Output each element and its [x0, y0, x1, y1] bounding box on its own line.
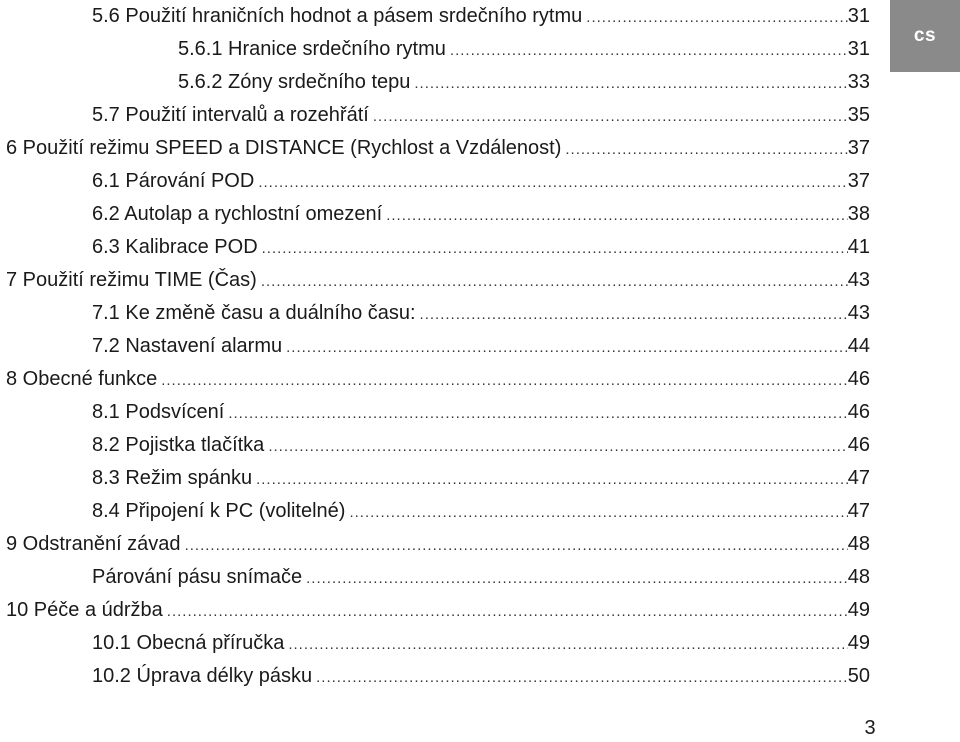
toc-entry-page: 35 — [847, 104, 870, 126]
toc-entry-page: 31 — [847, 38, 870, 60]
toc-entry-page: 46 — [847, 368, 870, 390]
toc-entry-title: 10.1 Obecná příručka — [92, 632, 285, 654]
toc-entry-page: 47 — [847, 467, 870, 489]
toc-entry-title: 6.2 Autolap a rychlostní omezení — [92, 203, 383, 225]
toc-entry-page: 33 — [847, 71, 870, 93]
toc-entry[interactable] — [178, 66, 870, 99]
toc-entry-title: 5.6 Použití hraničních hodnot a pásem srdečního rytmu — [92, 5, 583, 27]
toc-dot-leader — [165, 595, 848, 628]
toc-entry-title: 6.3 Kalibrace POD — [92, 236, 258, 258]
toc-dot-leader — [448, 34, 848, 67]
language-tab: cs — [890, 0, 960, 72]
toc-entry[interactable] — [92, 165, 870, 198]
toc-dot-leader — [254, 463, 848, 496]
toc-dot-leader — [266, 430, 847, 463]
toc-entry[interactable] — [6, 363, 870, 396]
toc-entry[interactable] — [6, 528, 870, 561]
toc-entry-page: 41 — [847, 236, 870, 258]
toc-entry-title: 8.4 Připojení k PC (volitelné) — [92, 500, 346, 522]
toc-entry[interactable] — [92, 462, 870, 495]
toc-entry-title: 7 Použití režimu TIME (Čas) — [6, 269, 257, 291]
toc-entry-title: 5.6.1 Hranice srdečního rytmu — [178, 38, 446, 60]
toc-dot-leader — [260, 232, 848, 265]
toc-entry-title: 10 Péče a údržba — [6, 599, 163, 621]
toc-dot-leader — [563, 133, 847, 166]
toc-entry-page: 47 — [847, 500, 870, 522]
toc-dot-leader — [584, 1, 847, 34]
toc-entry-title: 7.1 Ke změně času a duálního času: — [92, 302, 416, 324]
toc-entry-title: 8.3 Režim spánku — [92, 467, 253, 489]
toc-entry[interactable] — [92, 99, 870, 132]
toc-dot-leader — [347, 496, 847, 529]
toc-entry-page: 43 — [847, 269, 870, 291]
toc-entry-title: 10.2 Úprava délky pásku — [92, 665, 313, 687]
toc-dot-leader — [256, 166, 847, 199]
toc-entry[interactable] — [92, 429, 870, 462]
toc-entry[interactable] — [92, 330, 870, 363]
toc-entry-title: 8 Obecné funkce — [6, 368, 158, 390]
toc-entry-title: 5.7 Použití intervalů a rozehřátí — [92, 104, 369, 126]
toc-entry[interactable] — [92, 231, 870, 264]
toc-dot-leader — [314, 661, 848, 694]
toc-dot-leader — [418, 298, 848, 331]
toc-dot-leader — [159, 364, 848, 397]
toc-entry-page: 43 — [847, 302, 870, 324]
toc-entry-title: 6.1 Párování POD — [92, 170, 255, 192]
toc-entry-title: 8.1 Podsvícení — [92, 401, 225, 423]
toc-entry-title: 6 Použití režimu SPEED a DISTANCE (Rychlost a Vzdálenost) — [6, 137, 562, 159]
toc-entry-page: 49 — [847, 599, 870, 621]
toc-entry-title: 9 Odstranění závad — [6, 533, 181, 555]
toc-entry-title: 7.2 Nastavení alarmu — [92, 335, 283, 357]
toc-entry[interactable] — [92, 495, 870, 528]
toc-entry[interactable] — [92, 0, 870, 33]
toc-dot-leader — [384, 199, 848, 232]
toc-entry[interactable] — [92, 561, 870, 594]
toc-entry-page: 37 — [847, 137, 870, 159]
toc-entry-title: 5.6.2 Zóny srdečního tepu — [178, 71, 411, 93]
toc-entry-page: 50 — [847, 665, 870, 687]
toc-dot-leader — [286, 628, 847, 661]
toc-dot-leader — [226, 397, 847, 430]
toc-entry-page: 31 — [847, 5, 870, 27]
toc-entry-page: 48 — [847, 533, 870, 555]
toc-dot-leader — [371, 100, 848, 133]
toc-dot-leader — [304, 562, 848, 595]
toc-dot-leader — [284, 331, 848, 364]
toc-entry[interactable] — [92, 660, 870, 693]
toc-entry-page: 46 — [847, 401, 870, 423]
toc-entry[interactable] — [92, 198, 870, 231]
toc-entry-page: 48 — [847, 566, 870, 588]
toc-dot-leader — [259, 265, 848, 298]
toc-entry[interactable] — [6, 264, 870, 297]
toc-entry-page: 37 — [847, 170, 870, 192]
page-number: 3 — [864, 717, 876, 739]
toc-entry-title: 8.2 Pojistka tlačítka — [92, 434, 265, 456]
toc-entry[interactable] — [178, 33, 870, 66]
toc-entry[interactable] — [6, 132, 870, 165]
toc-dot-leader — [183, 529, 848, 562]
toc-dot-leader — [412, 67, 847, 100]
toc-entry-page: 49 — [847, 632, 870, 654]
toc-entry[interactable] — [92, 627, 870, 660]
toc-entry[interactable] — [92, 297, 870, 330]
toc-entry-page: 38 — [847, 203, 870, 225]
toc-entry-title: Párování pásu snímače — [92, 566, 303, 588]
toc-entry-page: 44 — [847, 335, 870, 357]
toc-entry[interactable] — [92, 396, 870, 429]
toc-entry-page: 46 — [847, 434, 870, 456]
toc-entry[interactable] — [6, 594, 870, 627]
